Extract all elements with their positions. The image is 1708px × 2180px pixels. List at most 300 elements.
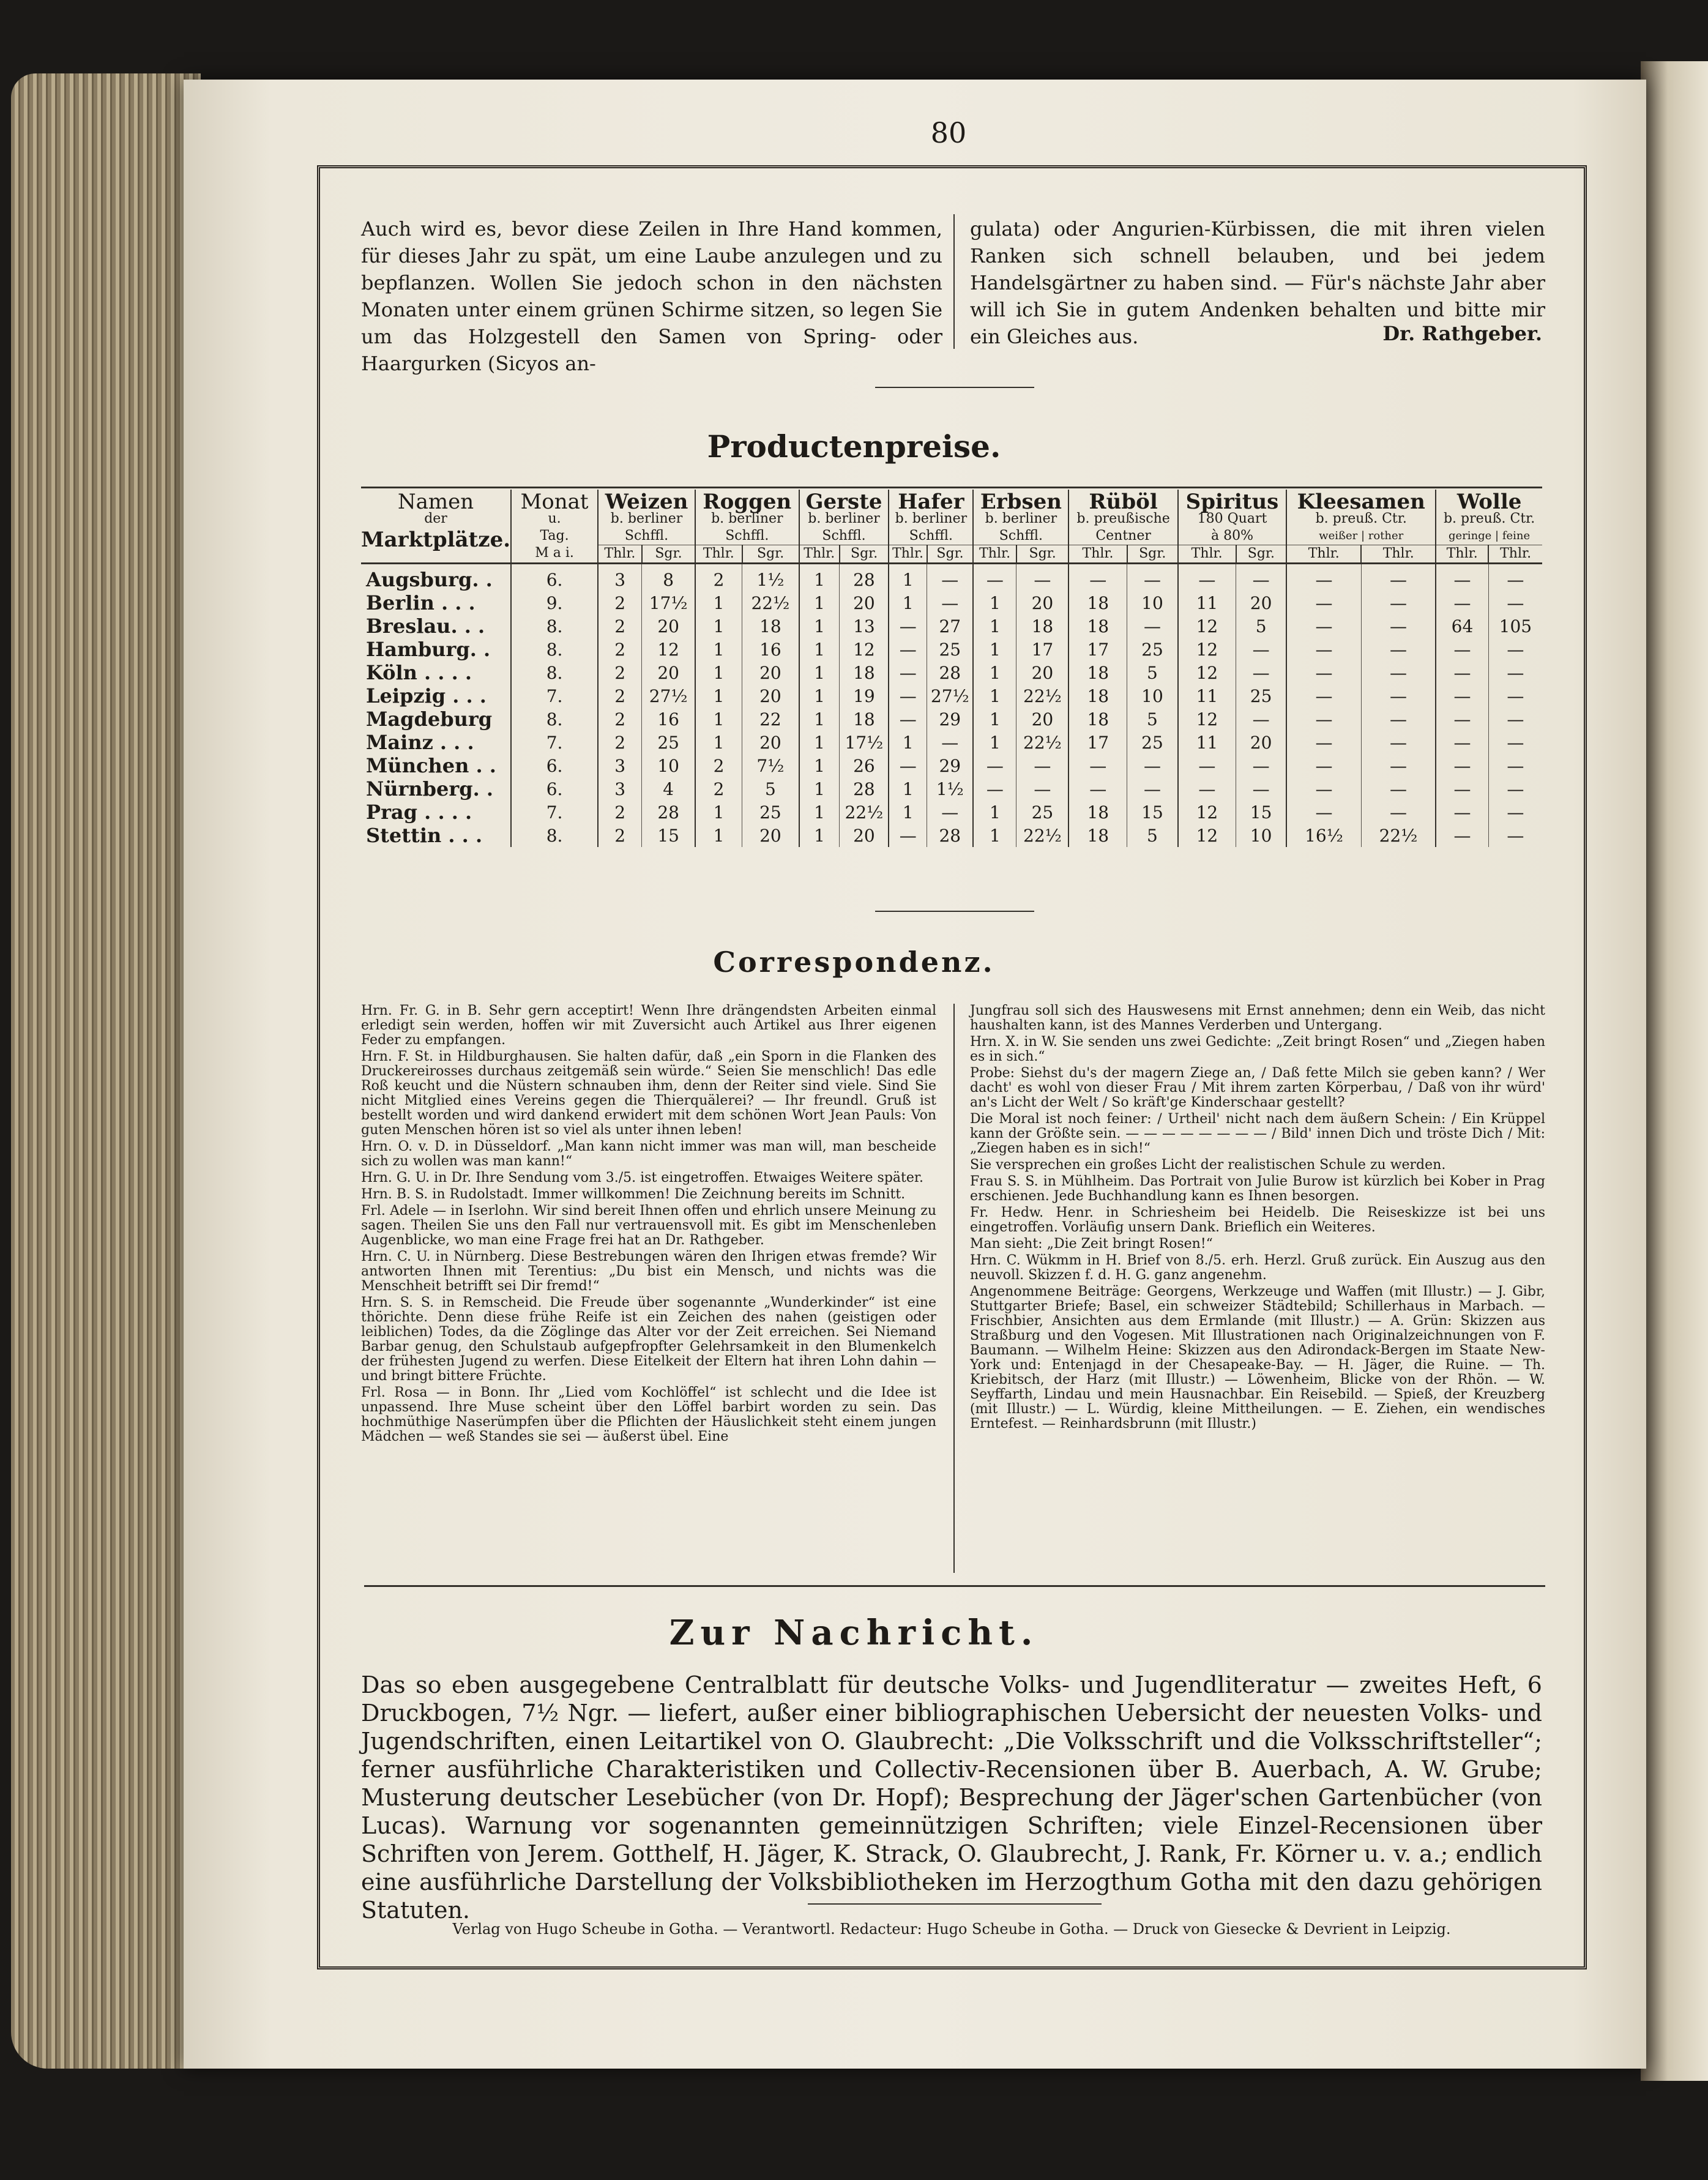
price-cell: 18 <box>1068 824 1127 847</box>
price-cell: 18 <box>840 707 889 731</box>
price-cell: — <box>889 824 927 847</box>
price-cell: 1 <box>973 801 1016 824</box>
header-kleesamen: Kleesamen b. preuß. Ctr. weißer | rother <box>1286 490 1436 545</box>
price-cell: 10 <box>1236 824 1287 847</box>
price-cell: — <box>1436 591 1488 614</box>
price-cell: — <box>1361 777 1436 801</box>
price-cell: 10 <box>1127 591 1178 614</box>
correspondence-entry: Hrn. O. v. D. in Düsseldorf. „Man kann nicht immer was man will, man bescheide sich zu wollen was man kann!“ <box>361 1139 936 1169</box>
price-cell: 1 <box>973 591 1016 614</box>
price-cell: 1 <box>973 707 1016 731</box>
price-cell: 18 <box>742 614 799 638</box>
price-cell: 2 <box>598 731 642 754</box>
price-cell: 18 <box>1068 707 1127 731</box>
price-cell: 25 <box>1236 684 1287 707</box>
price-cell: 2 <box>598 684 642 707</box>
price-cell: 9. <box>511 591 598 614</box>
page-number: 80 <box>930 116 967 149</box>
price-table-body <box>361 564 1542 848</box>
price-cell: 22½ <box>1361 824 1436 847</box>
price-cell: 8. <box>511 707 598 731</box>
price-cell: — <box>1286 801 1361 824</box>
correspondence-entry: Hrn. X. in W. Sie senden uns zwei Gedichte: „Zeit bringt Rosen“ und „Ziegen haben es in sich.“ <box>970 1034 1545 1064</box>
separator <box>875 911 1034 912</box>
price-cell: — <box>1488 591 1542 614</box>
price-cell: 1 <box>695 684 742 707</box>
price-cell: 1 <box>799 638 840 661</box>
price-cell: 27½ <box>927 684 974 707</box>
price-cell: — <box>1436 661 1488 684</box>
price-cell: — <box>1488 661 1542 684</box>
price-cell: 20 <box>1236 591 1287 614</box>
market-name: Augsburg. . <box>366 568 493 591</box>
correspondence-entry: Fr. Hedw. Henr. in Schriesheim bei Heidelb. Die Reiseskizze ist bei uns eingetroffen. Vorläufig unsern Dank. Brieflich ein Weiteres. <box>970 1205 1545 1235</box>
price-cell: 22½ <box>1016 731 1069 754</box>
market-name: München . . <box>366 754 496 777</box>
price-cell: 17 <box>1068 731 1127 754</box>
price-cell: — <box>1016 777 1069 801</box>
price-cell: 2 <box>598 661 642 684</box>
price-cell: 1 <box>799 564 840 592</box>
price-cell: 10 <box>1127 684 1178 707</box>
price-cell: 3 <box>598 754 642 777</box>
price-cell: 8. <box>511 638 598 661</box>
price-cell: 4 <box>642 777 695 801</box>
price-cell: — <box>1361 754 1436 777</box>
price-cell: — <box>1488 564 1542 592</box>
header-month: Monat u. Tag. M a i. <box>511 490 598 564</box>
correspondence-entry: Hrn. C. U. in Nürnberg. Diese Bestrebungen wären den Ihrigen etwas fremde? Wir antworten Ihnen mit Terentius: „Du bist ein Mensch, und nichts was die Menschheit betrifft sei Dir fremd!“ <box>361 1249 936 1294</box>
price-cell: — <box>1361 564 1436 592</box>
table-row <box>361 777 1542 801</box>
market-name: Berlin . . . <box>366 591 475 614</box>
price-cell: — <box>889 754 927 777</box>
price-cell: 15 <box>642 824 695 847</box>
price-cell: 25 <box>1127 731 1178 754</box>
correspondence-title: Correspondenz. <box>713 946 995 979</box>
price-cell: — <box>1436 801 1488 824</box>
price-cell: 2 <box>598 801 642 824</box>
price-cell: 1 <box>973 638 1016 661</box>
table-row <box>361 801 1542 824</box>
signature: Dr. Rathgeber. <box>1382 322 1542 345</box>
price-cell: — <box>927 801 974 824</box>
price-cell: 2 <box>598 707 642 731</box>
market-name: Stettin . . . <box>366 824 483 847</box>
price-cell: — <box>1361 684 1436 707</box>
price-cell: 1½ <box>742 564 799 592</box>
price-cell: 5 <box>1127 824 1178 847</box>
price-cell: 17½ <box>642 591 695 614</box>
table-row <box>361 824 1542 847</box>
price-cell: 6. <box>511 754 598 777</box>
price-cell: — <box>1286 684 1361 707</box>
price-cell: 64 <box>1436 614 1488 638</box>
price-cell: — <box>1068 754 1127 777</box>
price-cell: — <box>889 707 927 731</box>
price-cell: — <box>927 731 974 754</box>
intro-right-column: gulata) oder Angurien-Kürbissen, die mit ihren vielen Ranken sich schnell belauben, und bei jedem Handelsgärtner zu haben sind. — Für's nächste Jahr aber will ich Sie in gutem Andenken behalten und bitte mir ein Gleiches aus. <box>970 217 1545 348</box>
price-cell: 12 <box>1178 638 1236 661</box>
price-cell: 18 <box>1068 591 1127 614</box>
price-cell: 25 <box>642 731 695 754</box>
price-cell: 5 <box>1127 707 1178 731</box>
price-cell: 5 <box>742 777 799 801</box>
price-cell: 15 <box>1236 801 1287 824</box>
price-cell: 20 <box>742 731 799 754</box>
price-cell: — <box>1178 754 1236 777</box>
price-cell: 17 <box>1068 638 1127 661</box>
price-cell: — <box>889 684 927 707</box>
price-cell: — <box>1488 731 1542 754</box>
price-cell: — <box>1436 564 1488 592</box>
price-cell: 18 <box>1068 614 1127 638</box>
price-cell: — <box>1286 731 1361 754</box>
price-cell: 8. <box>511 661 598 684</box>
column-divider <box>953 1004 955 1573</box>
price-cell: — <box>1127 614 1178 638</box>
price-cell: 11 <box>1178 591 1236 614</box>
price-cell: 1 <box>695 614 742 638</box>
price-cell: — <box>973 777 1016 801</box>
price-cell: — <box>1286 754 1361 777</box>
price-cell: — <box>1488 707 1542 731</box>
price-cell: — <box>1436 731 1488 754</box>
price-cell: 28 <box>642 801 695 824</box>
price-cell: — <box>1436 754 1488 777</box>
price-cell: — <box>1286 614 1361 638</box>
price-cell: — <box>927 591 974 614</box>
price-cell: 1 <box>973 614 1016 638</box>
price-cell: — <box>1016 564 1069 592</box>
price-cell: 12 <box>1178 801 1236 824</box>
table-row <box>361 707 1542 731</box>
price-cell: — <box>1286 777 1361 801</box>
price-cell: 1 <box>889 777 927 801</box>
imprint-footer: Verlag von Hugo Scheube in Gotha. — Verantwortl. Redacteur: Hugo Scheube in Gotha. — Druck von Giesecke & Devrient in Leipzig. <box>452 1921 1451 1938</box>
price-cell: 1 <box>695 801 742 824</box>
price-cell: 20 <box>1016 591 1069 614</box>
header-weizen: Weizen b. berliner Schffl. <box>598 490 695 545</box>
correspondence-entry: Frau S. S. in Mühlheim. Das Portrait von Julie Burow ist kürzlich bei Kober in Prag erschienen. Jede Buchhandlung kann es Ihnen besorgen. <box>970 1174 1545 1204</box>
price-cell: 7. <box>511 801 598 824</box>
price-cell: 1 <box>799 754 840 777</box>
price-cell: 1 <box>799 661 840 684</box>
price-cell: 16 <box>742 638 799 661</box>
price-cell: 2 <box>695 564 742 592</box>
correspondence-entry: Die Moral ist noch feiner: / Urtheil' nicht nach dem äußern Schein: / Ein Krüppel kann der Größte sein. — — — — — — — — / Bild' innen Dich und tröste Dich / Mit: „Ziegen haben es in sich!“ <box>970 1111 1545 1156</box>
price-cell: 18 <box>840 661 889 684</box>
price-cell: 1 <box>799 777 840 801</box>
price-cell: — <box>889 614 927 638</box>
price-cell: 3 <box>598 564 642 592</box>
price-cell: — <box>1236 754 1287 777</box>
correspondence-left-column <box>361 1004 936 1446</box>
price-cell: 2 <box>598 638 642 661</box>
market-name: Nürnberg. . <box>366 777 494 801</box>
price-cell: — <box>1361 731 1436 754</box>
price-cell: 29 <box>927 754 974 777</box>
price-cell: — <box>1361 661 1436 684</box>
price-cell: 2 <box>598 824 642 847</box>
correspondence-entry: Frl. Rosa — in Bonn. Ihr „Lied vom Kochlöffel“ ist schlecht und die Idee ist unpassend. Ihre Muse scheint über den Löffel barbirt worden zu sein. Das hochmüthige Naserümpfen über die Pflichten der Häuslichkeit steht einem jungen Mädchen — weß Standes sie sei — äußerst übel. Eine <box>361 1385 936 1444</box>
price-cell: — <box>1236 564 1287 592</box>
price-cell: — <box>1127 564 1178 592</box>
price-cell: 8 <box>642 564 695 592</box>
header-market: Namen der Marktplätze. <box>361 490 511 552</box>
price-cell: 8. <box>511 614 598 638</box>
price-cell: 105 <box>1488 614 1542 638</box>
price-cell: 7. <box>511 684 598 707</box>
price-cell: 18 <box>1016 614 1069 638</box>
price-cell: 1 <box>799 707 840 731</box>
price-cell: 1½ <box>927 777 974 801</box>
price-cell: 2 <box>695 777 742 801</box>
price-cell: — <box>1016 754 1069 777</box>
price-cell: 28 <box>927 661 974 684</box>
price-cell: 1 <box>973 824 1016 847</box>
price-cell: 25 <box>742 801 799 824</box>
price-cell: 22½ <box>1016 824 1069 847</box>
correspondence-entry: Hrn. G. U. in Dr. Ihre Sendung vom 3./5. ist eingetroffen. Etwaiges Weitere später. <box>361 1170 923 1185</box>
price-cell: 18 <box>1068 684 1127 707</box>
price-cell: 1 <box>695 824 742 847</box>
price-cell: 8. <box>511 824 598 847</box>
price-cell: — <box>1488 824 1542 847</box>
price-cell: 1 <box>695 707 742 731</box>
correspondence-entry: Hrn. B. S. in Rudolstadt. Immer willkommen! Die Zeichnung bereits im Schnitt. <box>361 1187 906 1202</box>
price-cell: — <box>1488 801 1542 824</box>
correspondence-entry: Hrn. S. S. in Remscheid. Die Freude über sogenannte „Wunderkinder“ ist eine thörichte. Denn diese frühe Reife ist ein Zeichen des nahen (geistigen oder leiblichen) Todes, da die Zöglinge das Alter vor der Zeit erreichen. Sei Niemand Barbar genug, den Schulstaub aufgepfropfter Gelehrsamkeit in den Blumenkelch der frühesten Jugend zu werfen. Diese Eitelkeit der Eltern hat ihren Lohn dahin — und bringt bittere Früchte. <box>361 1295 936 1384</box>
price-cell: — <box>1178 564 1236 592</box>
price-cell: — <box>1361 591 1436 614</box>
price-cell: 1 <box>799 801 840 824</box>
column-divider <box>953 214 955 349</box>
price-cell: — <box>1286 707 1361 731</box>
price-cell: — <box>1286 564 1361 592</box>
table-row <box>361 684 1542 707</box>
table-top-rule <box>361 487 1542 488</box>
price-cell: — <box>1286 661 1361 684</box>
market-name: Magdeburg <box>366 707 493 731</box>
price-cell: 7. <box>511 731 598 754</box>
header-hafer: Hafer b. berliner Schffl. <box>889 490 973 545</box>
price-cell: 29 <box>927 707 974 731</box>
correspondence-entry: Frl. Adele — in Iserlohn. Wir sind bereit Ihnen offen und ehrlich unsere Meinung zu sagen. Theilen Sie uns den Fall nur vertrauensvoll mit. Es gibt im Menschenleben Augenblicke, wo man eine Frage frei hat an Dr. Rathgeber. <box>361 1203 936 1248</box>
price-cell: 1 <box>695 731 742 754</box>
header-rueboel: Rüböl b. preußische Centner <box>1068 490 1177 545</box>
price-cell: 6. <box>511 777 598 801</box>
price-cell: — <box>1127 754 1178 777</box>
facing-page-edge <box>1641 61 1708 2081</box>
price-cell: 25 <box>927 638 974 661</box>
price-cell: 11 <box>1178 684 1236 707</box>
price-cell: 15 <box>1127 801 1178 824</box>
price-cell: — <box>1436 824 1488 847</box>
price-cell: — <box>889 638 927 661</box>
separator <box>808 1903 1102 1905</box>
price-cell: 17 <box>1016 638 1069 661</box>
price-cell: 2 <box>598 591 642 614</box>
price-cell: — <box>1436 638 1488 661</box>
price-cell: — <box>1361 707 1436 731</box>
table-row <box>361 754 1542 777</box>
price-cell: — <box>1361 614 1436 638</box>
table-row <box>361 731 1542 754</box>
price-cell: 20 <box>840 591 889 614</box>
price-cell: 5 <box>1236 614 1287 638</box>
price-cell: 25 <box>1016 801 1069 824</box>
header-spiritus: Spiritus 180 Quart à 80% <box>1178 490 1286 545</box>
price-table <box>361 490 1542 847</box>
price-cell: — <box>1236 638 1287 661</box>
price-cell: 16 <box>642 707 695 731</box>
header-wolle: Wolle b. preuß. Ctr. geringe | feine <box>1436 490 1542 545</box>
price-cell: — <box>1178 777 1236 801</box>
price-cell: 11 <box>1178 731 1236 754</box>
price-cell: 3 <box>598 777 642 801</box>
price-cell: 22½ <box>840 801 889 824</box>
price-cell: — <box>1361 638 1436 661</box>
correspondence-entry: Hrn. F. St. in Hildburghausen. Sie halten dafür, daß „ein Sporn in die Flanken des Druckereirosses durchaus zeitgemäß sein würde.“ Seien Sie menschlich! Das edle Roß keucht und die Nüstern schnauben ihm, denn der Reiter sind viele. Sind Sie nicht Mitglied eines Vereins gegen die Thierquälerei? — Ihr freundl. Gruß ist bestellt worden und wird dankend erwidert mit dem schönen Wort Jean Pauls: Von guten Menschen hören ist so viel als unter ihnen leben! <box>361 1049 936 1138</box>
correspondence-entry: Sie versprechen ein großes Licht der realistischen Schule zu werden. <box>970 1157 1446 1173</box>
unit-row: Thlr. Sgr. Thlr. Sgr. Thlr. Sgr. Thlr. Sgr. Thlr. Sgr. Thlr. Sgr. Thlr. Sgr. Thlr. Thlr. Thlr. Thlr. <box>361 545 1542 564</box>
price-cell: — <box>1488 684 1542 707</box>
price-cell: 1 <box>889 801 927 824</box>
price-cell: 17½ <box>840 731 889 754</box>
price-cell: 13 <box>840 614 889 638</box>
price-cell: 28 <box>927 824 974 847</box>
table-row <box>361 614 1542 638</box>
section-rule <box>364 1585 1545 1587</box>
price-cell: — <box>1436 684 1488 707</box>
price-cell: 1 <box>799 684 840 707</box>
table-row <box>361 638 1542 661</box>
price-cell: 19 <box>840 684 889 707</box>
price-cell: 22½ <box>1016 684 1069 707</box>
price-cell: 1 <box>695 591 742 614</box>
price-cell: 20 <box>1016 661 1069 684</box>
market-name: Leipzig . . . <box>366 684 487 707</box>
price-cell: 20 <box>642 614 695 638</box>
market-name: Prag . . . . <box>366 801 472 824</box>
price-cell: 27½ <box>642 684 695 707</box>
price-cell: 22½ <box>742 591 799 614</box>
price-cell: 2 <box>598 614 642 638</box>
market-name: Köln . . . . <box>366 661 472 684</box>
price-cell: 28 <box>840 777 889 801</box>
price-cell: — <box>1286 638 1361 661</box>
price-cell: 1 <box>973 661 1016 684</box>
price-cell: 12 <box>1178 707 1236 731</box>
price-cell: — <box>927 564 974 592</box>
price-cell: — <box>1436 777 1488 801</box>
nachricht-text: Das so eben ausgegebene Centralblatt für deutsche Volks- und Jugendliteratur — zweites Heft, 6 Druckbogen, 7½ Ngr. — liefert, außer einer bibliographischen Uebersicht der neuesten Volks- und Jugendschriften, einen Leitartikel von O. Glaubrecht: „Die Volksschrift und die Volksschriftsteller“; ferner ausführliche Charakteristiken und Collectiv-Recensionen über B. Auerbach, A. W. Grube; Musterung deutscher Lesebücher (von Dr. Hopf); Besprechung der Jäger'schen Gartenbücher (von Lucas). Warnung vor sogenannten gemeinnützigen Schriften; viele Einzel-Recensionen über Schriften von Jerem. Gotthelf, H. Jäger, K. Strack, O. Glaubrecht, J. Rank, Fr. Körner u. v. a.; endlich eine ausführliche Darstellung der Volksbibliotheken im Herzogthum Gotha mit den dazu gehörigen Statuten. <box>361 1671 1542 1924</box>
price-cell: 1 <box>889 591 927 614</box>
price-cell: 18 <box>1068 661 1127 684</box>
market-name: Breslau. . . <box>366 614 485 638</box>
price-cell: — <box>973 754 1016 777</box>
book-page-edges <box>11 73 201 2069</box>
price-cell: 20 <box>840 824 889 847</box>
separator <box>875 387 1034 388</box>
nachricht-title: Zur Nachricht. <box>669 1613 1039 1653</box>
price-cell: 2 <box>695 754 742 777</box>
price-cell: 16½ <box>1286 824 1361 847</box>
price-cell: 1 <box>799 731 840 754</box>
price-cell: 1 <box>973 684 1016 707</box>
price-cell: — <box>1436 707 1488 731</box>
header-erbsen: Erbsen b. berliner Schffl. <box>973 490 1068 545</box>
price-cell: 6. <box>511 564 598 592</box>
price-cell: — <box>889 661 927 684</box>
price-cell: 20 <box>742 661 799 684</box>
table-row <box>361 564 1542 592</box>
price-cell: 26 <box>840 754 889 777</box>
correspondence-entry: Man sieht: „Die Zeit bringt Rosen!“ <box>970 1236 1213 1252</box>
market-name: Mainz . . . <box>366 731 474 754</box>
price-cell: 20 <box>642 661 695 684</box>
table-row <box>361 591 1542 614</box>
price-cell: 5 <box>1127 661 1178 684</box>
price-cell: 12 <box>840 638 889 661</box>
price-cell: 12 <box>1178 824 1236 847</box>
price-cell: — <box>1236 707 1287 731</box>
header-gerste: Gerste b. berliner Schffl. <box>799 490 889 545</box>
price-cell: — <box>1068 564 1127 592</box>
price-cell: 20 <box>742 684 799 707</box>
price-cell: — <box>1488 638 1542 661</box>
price-cell: 1 <box>973 731 1016 754</box>
price-cell: 20 <box>742 824 799 847</box>
price-cell: 1 <box>889 731 927 754</box>
price-cell: 12 <box>1178 661 1236 684</box>
header-roggen: Roggen b. berliner Schffl. <box>695 490 799 545</box>
price-cell: 12 <box>1178 614 1236 638</box>
price-cell: 1 <box>889 564 927 592</box>
correspondence-entry: Hrn. Fr. G. in B. Sehr gern acceptirt! Wenn Ihre drängendsten Arbeiten einmal erledigt sein werden, hoffen wir mit Zuversicht auch Artikel aus Ihrer eigenen Feder zu empfangen. <box>361 1003 936 1048</box>
price-cell: 12 <box>642 638 695 661</box>
price-cell: — <box>1286 591 1361 614</box>
price-cell: 1 <box>695 661 742 684</box>
price-cell: 1 <box>799 614 840 638</box>
intro-left-column: Auch wird es, bevor diese Zeilen in Ihre Hand kommen, für dieses Jahr zu spät, um eine Laube anzulegen und zu bepflanzen. Wollen Sie jedoch schon in den nächsten Monaten unter einem grünen Schirme sitzen, so legen Sie um das Holzgestell den Samen von Spring- oder Haargurken (Sicyos an- <box>361 217 942 375</box>
price-cell: — <box>1488 777 1542 801</box>
price-cell: — <box>973 564 1016 592</box>
price-cell: 10 <box>642 754 695 777</box>
price-cell: — <box>1127 777 1178 801</box>
price-cell: — <box>1236 661 1287 684</box>
market-name: Hamburg. . <box>366 638 491 661</box>
price-cell: — <box>1488 754 1542 777</box>
price-cell: 27 <box>927 614 974 638</box>
price-cell: 1 <box>799 591 840 614</box>
correspondence-entry: Hrn. C. Wükmm in H. Brief von 8./5. erh. Herzl. Gruß zurück. Ein Auszug aus den neuvoll. Skizzen f. d. H. G. ganz angenehm. <box>970 1253 1545 1283</box>
correspondence-entry: Angenommene Beiträge: Georgens, Werkzeuge und Waffen (mit Illustr.) — J. Gibr, Stuttgarter Briefe; Basel, ein schweizer Städtebild; Schillerhaus in Marbach. — Frischbier, Ansichten aus dem Ermlande (mit Illustr.) — A. Grün: Skizzen aus Straßburg und den Vogesen. Mit Illustrationen nach Originalzeichnungen von F. Baumann. — Wilhelm Heine: Skizzen aus den Adirondack-Bergen im Staate New-York und: Entenjagd in der Chesapeake-Bay. — H. Jäger, die Ruine. — Th. Kriebitsch, der Harz (mit Illustr.) — Löwenheim, Blicke von der Rhön. — W. Seyffarth, Lindau und mein Hausnachbar. Ein Reisebild. — Spieß, der Kreuzberg (mit Illustr.) — L. Würdig, kleine Mittheilungen. — E. Ziehen, ein wendisches Erntefest. — Reinhardsbrunn (mit Illustr.) <box>970 1284 1545 1432</box>
price-cell: 20 <box>1016 707 1069 731</box>
correspondence-entry: Probe: Siehst du's der magern Ziege an, / Daß fette Milch sie geben kann? / Wer dacht' es wohl von dieser Frau / Mit ihrem zarten Körperbau, / Daß von ihr würd' an's Licht der Welt / So kräft'ge Kinderschaar gestellt? <box>970 1066 1545 1110</box>
price-cell: — <box>1236 777 1287 801</box>
price-cell: 20 <box>1236 731 1287 754</box>
price-cell: 18 <box>1068 801 1127 824</box>
price-cell: 28 <box>840 564 889 592</box>
correspondence-entry: Jungfrau soll sich des Hauswesens mit Ernst annehmen; denn ein Weib, das nicht haushalten kann, ist des Mannes Verderben und Untergang. <box>970 1003 1545 1033</box>
price-cell: 22 <box>742 707 799 731</box>
price-cell: 7½ <box>742 754 799 777</box>
prices-title: Productenpreise. <box>707 428 1001 465</box>
table-row <box>361 661 1542 684</box>
correspondence-right-column <box>970 1004 1545 1433</box>
